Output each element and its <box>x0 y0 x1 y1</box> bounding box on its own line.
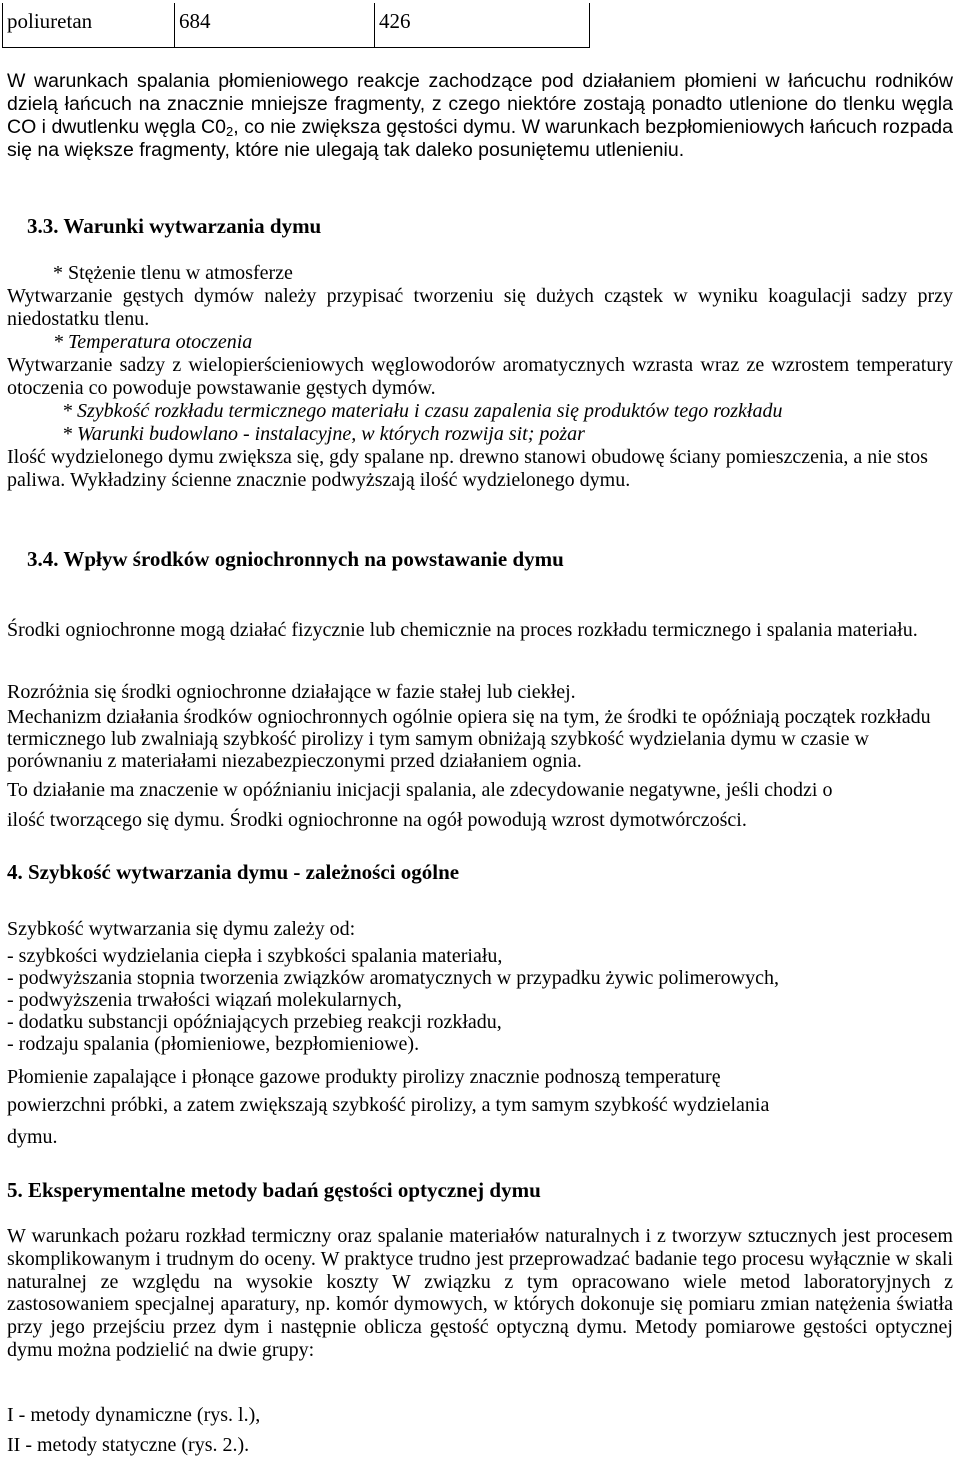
factor-list <box>7 945 953 1055</box>
condition-building: * Warunki budowlano - instalacyjne, w których rozwija sit; pożar <box>62 423 585 445</box>
intro-subscript: 2 <box>225 124 234 139</box>
section-4-para-c: dymu. <box>7 1126 58 1148</box>
data-table <box>2 3 590 48</box>
section-3-4-para1: Środki ogniochronne mogą działać fizycznie lub chemicznie na proces rozkładu termicznego i spalania materiału. <box>7 619 918 641</box>
table-cell-value-1: 684 <box>175 3 375 48</box>
list-item: - podwyższania stopnia tworzenia związków aromatycznych w przypadku żywic polimerowych, <box>7 967 779 989</box>
condition-temperature: * Temperatura otoczenia <box>53 331 253 353</box>
intro-paragraph <box>7 70 953 162</box>
table-cell-material: poliuretan <box>3 3 175 48</box>
section-3-3-body <box>7 262 953 492</box>
condition-decomposition-rate: * Szybkość rozkładu termicznego materiału i czasu zapalenia się produktów tego rozkładu <box>62 400 783 422</box>
method-dynamic: I - metody dynamiczne (rys. l.), <box>7 1404 261 1426</box>
condition-oxygen: * Stężenie tlenu w atmosferze <box>53 262 293 284</box>
table-row <box>3 3 590 48</box>
list-item: - szybkości wydzielania ciepła i szybkości spalania materiału, <box>7 945 503 967</box>
section-3-4-para3: Mechanizm działania środków ogniochronnych ogólnie opiera się na tym, że środki te opóźniają początek rozkładu termicznego lub zwalniają szybkość pirolizy i tym samym obniżają szybkość wydzielania dymu w czasie w porównaniu z materiałami niezabezpieczonymi przed działaniem ognia. <box>7 706 931 772</box>
heading-3-4: 3.4. Wpływ środków ogniochronnych na powstawanie dymu <box>27 547 564 571</box>
heading-4: 4. Szybkość wytwarzania dymu - zależności ogólne <box>7 860 460 884</box>
section-4-intro: Szybkość wytwarzania się dymu zależy od: <box>7 918 356 940</box>
section-3-4-para4b: ilość tworzącego się dymu. Środki ogniochronne na ogół powodują wzrost dymotwórczości. <box>7 809 747 831</box>
heading-3-3: 3.3. Warunki wytwarzania dymu <box>27 214 322 238</box>
list-item: - dodatku substancji opóźniających przebieg reakcji rozkładu, <box>7 1011 502 1033</box>
table-cell-value-2: 426 <box>375 3 590 48</box>
section-5-para1: W warunkach pożaru rozkład termiczny oraz spalanie materiałów naturalnych i z tworzyw sztucznych jest procesem skomplikowanym i trudnym do oceny. W praktyce trudno jest przeprowadzać badanie tego procesu wyłącznie w skali naturalnej ze względu na wysokie koszty W związku z tym opracowano wiele metod laboratoryjnych z zastosowaniem specjalnej aparatury, np. komór dymowych, w których dokonuje się pomiaru zmian natężenia światła przy jego przejściu przez dym i następnie oblicza gęstość optyczną dymu. Metody pomiarowe gęstości optycznej dymu można podzielić na dwie grupy: <box>7 1225 953 1361</box>
heading-5: 5. Eksperymentalne metody badań gęstości optycznej dymu <box>7 1178 541 1202</box>
section-3-4-para4a: To działanie ma znaczenie w opóźnianiu inicjacji spalania, ale zdecydowanie negatywne, jeśli chodzi o <box>7 779 833 801</box>
intro-text-a: W warunkach spalania płomieniowego reakcje zachodzące pod działaniem płomieni w łańcuchu rodników dzielą łańcuch na znacznie mniejsze fragmenty, z czego niektóre zostają ponadto utlenione do tlenku węgla CO i dwutlenku węgla C0 <box>7 70 953 138</box>
section-3-4-para2: Rozróżnia się środki ogniochronne działające w fazie stałej lub ciekłej. <box>7 681 576 703</box>
condition-building-text: Ilość wydzielonego dymu zwiększa się, gdy spalane np. drewno stanowi obudowę ściany pomieszczenia, a nie stos paliwa. Wykładziny ścienne znacznie podwyższają ilość wydzielonego dymu. <box>7 446 928 491</box>
condition-oxygen-text: Wytwarzanie gęstych dymów należy przypisać tworzeniu się dużych cząstek w wyniku koagulacji sadzy przy niedostatku tlenu. <box>7 285 953 330</box>
section-4-para-a: Płomienie zapalające i płonące gazowe produkty pirolizy znacznie podnoszą temperaturę <box>7 1066 721 1088</box>
list-item: - rodzaju spalania (płomieniowe, bezpłomieniowe). <box>7 1033 420 1055</box>
section-4-para-b: powierzchni próbki, a zatem zwiększają szybkość pirolizy, a tym samym szybkość wydzielania <box>7 1094 770 1116</box>
intro-text-b: , co nie zwiększa gęstości dymu. W warunkach bezpłomieniowych łańcuch rozpada się na większe fragmenty, które nie ulegają tak daleko posuniętemu utlenieniu. <box>7 116 954 161</box>
method-static: II - metody statyczne (rys. 2.). <box>7 1434 250 1456</box>
condition-temperature-text: Wytwarzanie sadzy z wielopierścieniowych węglowodorów aromatycznych wzrasta wraz ze wzrostem temperatury otoczenia co powoduje powstawanie gęstych dymów. <box>7 354 953 399</box>
list-item: - podwyższenia trwałości wiązań molekularnych, <box>7 989 402 1011</box>
